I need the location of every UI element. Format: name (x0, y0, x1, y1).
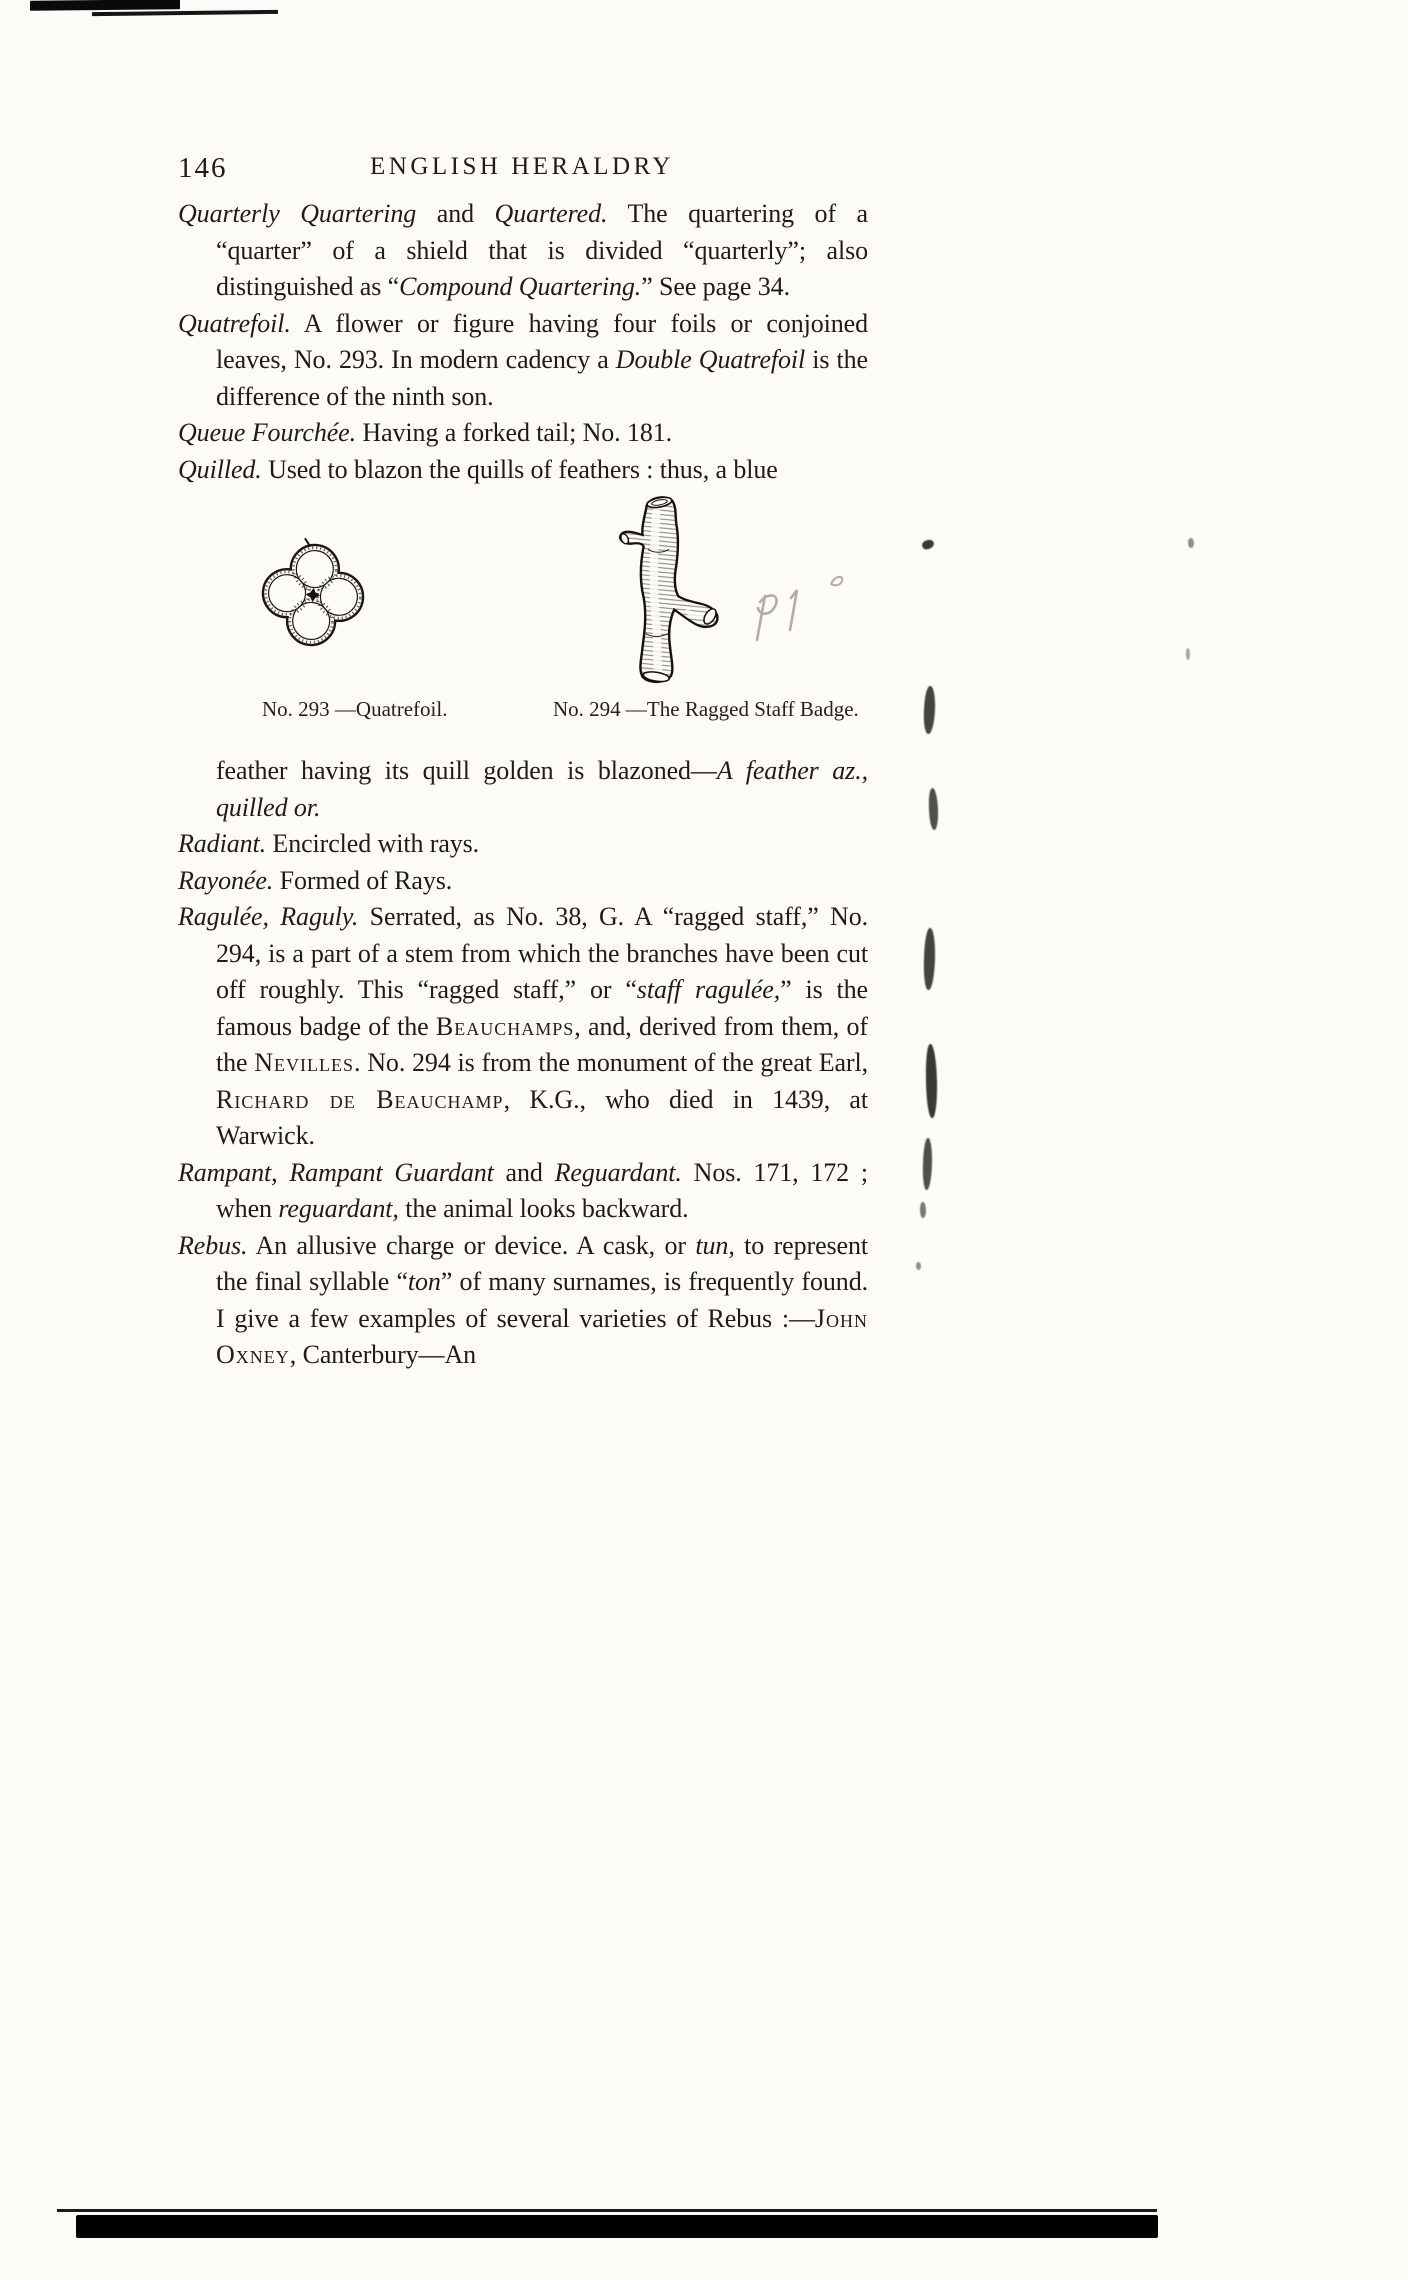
ink-smudge (922, 1138, 933, 1190)
quatrefoil-engraving-icon (249, 530, 377, 660)
text-segment: John Oxney (216, 1303, 868, 1369)
ink-smudge (916, 1262, 921, 1270)
ink-smudge (923, 686, 936, 735)
ragged-staff-engraving-icon (612, 490, 730, 693)
running-head (178, 150, 866, 190)
text-segment: the animal looks backward. (398, 1194, 689, 1223)
dictionary-entry (178, 1155, 868, 1228)
text-segment: ” See page 34. (641, 272, 790, 301)
ink-smudge (1188, 538, 1194, 548)
figure-caption-staff: No. 294 —The Ragged Staff Badge. (553, 697, 859, 721)
text-segment: Reguardant. (554, 1157, 682, 1187)
scan-artifact-bottom-line (57, 2209, 1157, 2212)
text-segment: . No. 294 is from the monument of the great Earl, (354, 1048, 869, 1077)
dictionary-entry (178, 826, 868, 863)
text-segment: Beauchamps (435, 1011, 575, 1041)
text-segment: Radiant. (178, 829, 267, 858)
figure-caption-quatrefoil: No. 293 —Quatrefoil. (262, 697, 448, 721)
text-block-bottom (178, 753, 868, 1374)
text-segment: Double Quatrefoil (615, 345, 806, 374)
text-segment: reguardant, (278, 1194, 399, 1223)
text-segment: Rebus. (178, 1230, 248, 1260)
text-segment: ” of many surnames, is frequently found. I give a few examples of several varieties of Rebus :— (216, 1267, 868, 1333)
ink-smudge (920, 1202, 926, 1218)
text-segment: tun, (695, 1230, 735, 1260)
scan-artifact-bottom-bar (76, 2215, 1158, 2238)
dictionary-entry (178, 306, 868, 416)
text-segment: , Canterbury—An (289, 1340, 477, 1369)
scan-artifact-top-line (92, 10, 278, 16)
text-segment: and (493, 1157, 555, 1187)
ink-smudge (921, 538, 936, 551)
text-segment: A feather az., quilled or. (216, 756, 868, 822)
dictionary-entry (178, 452, 868, 489)
pencil-marks-icon (745, 568, 857, 660)
text-segment: Nevilles (254, 1048, 355, 1077)
text-segment: Used to blazon the quills of feathers : thus, a blue (261, 454, 778, 484)
text-segment: , and, derived from them, of the (216, 1011, 868, 1077)
text-segment: Richard de Beauchamp (216, 1084, 504, 1114)
ink-smudge (928, 788, 938, 830)
text-segment: Rampant, Rampant Guardant (178, 1157, 494, 1187)
text-segment: An allusive charge or device. A cask, or (247, 1230, 696, 1260)
text-segment: to represent the final syllable “ (216, 1230, 868, 1296)
dictionary-entry (178, 1228, 868, 1374)
dictionary-entry (178, 899, 868, 1155)
text-segment: ” is the famous badge of the (216, 975, 868, 1041)
text-segment: , K.G., who died in 1439, at Warwick. (216, 1084, 868, 1150)
ink-smudge (1186, 648, 1190, 660)
dictionary-entry (178, 753, 868, 826)
text-segment: staff ragulée, (636, 975, 781, 1004)
text-segment: is the difference of the ninth son. (216, 345, 869, 411)
text-segment: Queue Fourchée. (178, 418, 357, 447)
page-number: 146 (178, 152, 228, 184)
quatrefoil-illustration (249, 530, 377, 660)
ragged-staff-illustration (612, 490, 730, 693)
text-segment: Quatrefoil. (178, 308, 291, 338)
text-segment: feather having its quill golden is blazoned— (216, 756, 717, 785)
text-segment: Serrated, as No. 38, G. A “ragged staff,” No. 294, is a part of a stem from which the branches have been cut off roughly. This “ragged staff,” or “ (216, 902, 869, 1004)
text-segment: Compound Quartering. (399, 272, 642, 301)
text-segment: Having a forked tail; No. 181. (356, 418, 673, 447)
ink-smudge (923, 928, 936, 990)
text-segment: ton (407, 1267, 441, 1296)
text-segment: Nos. 171, 172 ; when (216, 1157, 868, 1223)
dictionary-entry (178, 196, 868, 306)
text-segment: Rayonée. (178, 865, 274, 895)
dictionary-entry (178, 863, 868, 900)
ink-smudge (925, 1044, 937, 1118)
text-segment: Quartered. (494, 199, 608, 228)
text-segment: Formed of Rays. (273, 865, 453, 895)
text-segment: A flower or figure having four foils or conjoined leaves, No. 293. In modern cadency a (216, 308, 868, 374)
text-segment: and (416, 199, 495, 228)
text-segment: Ragulée, Raguly. (178, 902, 359, 931)
text-block-top (178, 196, 868, 488)
dictionary-entry (178, 415, 868, 452)
text-segment: Encircled with rays. (266, 829, 480, 858)
page-header-title: ENGLISH HERALDRY (370, 153, 674, 180)
text-segment: Quarterly Quartering (178, 199, 417, 228)
scan-artifact-top-bar (30, 0, 180, 11)
text-segment: The quartering of a “quarter” of a shield that is divided “quarterly”; also distinguished as “ (216, 199, 868, 301)
text-segment: Quilled. (178, 454, 262, 484)
pencil-annotation (745, 568, 857, 660)
